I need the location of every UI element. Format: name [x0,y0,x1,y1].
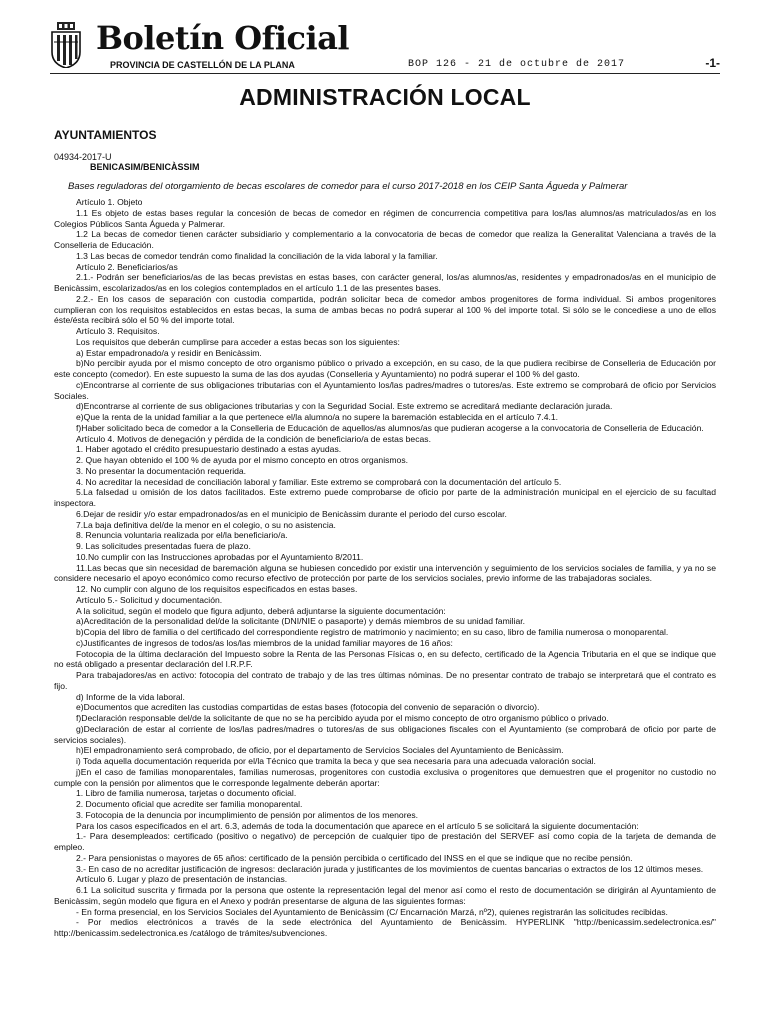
body-paragraph: d) Informe de la vida laboral. [76,691,185,702]
body-paragraph: 1.3 Las becas de comedor tendrán como finalidad la conciliación de la vida laboral y la familiar. [76,250,438,261]
body-paragraph: c)Encontrarse al corriente de sus obligaciones tributarias con el Ayuntamiento los/las padres/madres o tutores/as. Este extremo se comprobará de oficio por Servicios Sociales. [54,379,716,401]
body-paragraph: 4. No acreditar la necesidad de conciliación laboral y familiar. Este extremo se comprobará con la documentación del artículo 5. [76,476,562,487]
body-paragraph: 2. Documento oficial que acredite ser familia monoparental. [76,799,303,809]
body-paragraph: b)No percibir ayuda por el mismo concepto de otro organismo público o privado a excepción, en su caso, de la que pudiera recibirse de Conselleria de Educación por este concepto (comedor). En este supuesto la suma de las dos ayudas (Conselleria y Ayuntamiento) no podrá superar el 100 % del gasto. [54,358,716,379]
body-paragraph: g)Declaración de estar al corriente de los/las padres/madres o tutores/as de sus obligaciones fiscales con el Ayuntamiento (se comprobará de oficio por parte de servicios sociales). [54,723,716,745]
body-paragraph: 10.No cumplir con las Instrucciones aprobadas por el Ayuntamiento 8/2011. [76,551,364,562]
province-label: PROVINCIA DE CASTELLÓN DE LA PLANA [110,60,295,70]
body-paragraph: A la solicitud, según el modelo que figura adjunto, deberá adjuntarse la siguiente documentación: [76,605,446,616]
document-body [54,197,716,939]
body-paragraph: i) Toda aquella documentación requerida por el/la Técnico que tramita la beca y que sea necesaria para una adecuada valoración social. [76,756,596,766]
body-paragraph: Artículo 6. Lugar y plazo de presentación de instancias. [76,874,288,885]
body-paragraph: 11.Las becas que sin necesidad de baremación alguna se hubiesen concedido por existir una intervención y seguimiento de los servicios sociales de familia, y ya no se considere necesario el apoyo económico como recurso efectivo de protección por parte de los servicios sociales, previo informe de las trabajadoras sociales. [54,562,716,584]
body-paragraph: 1.2 La becas de comedor tienen carácter subsidiario y complementario a la convocatoria de becas de comedor que realiza la Generalitat Valenciana a través de la Conselleria de Educación. [54,229,716,250]
body-paragraph: Para los casos especificados en el art. 6.3, además de toda la documentación que aparece en el artículo 5 se solicitará la siguiente documentación: [76,820,639,831]
body-paragraph: 2.- Para pensionistas o mayores de 65 años: certificado de la pensión percibida o certificado del INSS en el que se indique que no recibe pensión. [76,852,633,863]
body-paragraph: 1.1 Es objeto de estas bases regular la concesión de becas de comedor en régimen de concurrencia competitiva para los/las alumnos/as matriculados/as en los Colegios Públicos Santa Águeda y Palmerar. [54,207,716,229]
body-paragraph: 8. Renuncia voluntaria realizada por el/la beneficiario/a. [76,530,288,541]
body-paragraph: 1. Haber agotado el crédito presupuestario destinado a estas ayudas. [76,444,342,455]
body-paragraph: 2.1.- Podrán ser beneficiarios/as de las becas previstas en estas bases, con carácter general, los/as alumnos/as, residentes y empadronados/as en el municipio de Benicàssim, escolarizados/as en los colegios contemplados en el artículo 1.1 de las presentes bases. [54,272,716,293]
body-paragraph: 1. Libro de familia numerosa, tarjetas o documento oficial. [76,788,297,799]
body-paragraph: Los requisitos que deberán cumplirse para acceder a estas becas son los siguientes: [76,336,400,347]
body-paragraph: 3. Fotocopia de la denuncia por incumplimiento de pensión por alimentos de los menores. [76,809,419,820]
body-paragraph: Artículo 3. Requisitos. [76,326,160,336]
header-divider [50,73,720,74]
page-number: -1- [705,56,720,70]
body-paragraph: - Por medios electrónicos a través de la sede electrónica del Ayuntamiento de Benicàssim. HYPERLINK "http://benicassim.sedelectronica.es/" http://benicassim.sedelectronica.es /catálogo de trámites/subvenciones. [54,917,716,938]
body-paragraph: 3.- En caso de no acreditar justificación de ingresos: declaración jurada y justificantes de los movimientos de cuentas bancarias o extractos de los 12 últimos meses. [76,863,704,874]
body-paragraph: Artículo 4. Motivos de denegación y pérdida de la condición de beneficiario/a de estas becas. [76,433,431,444]
body-paragraph: 6.Dejar de residir y/o estar empadronados/as en el municipio de Benicàssim durante el periodo del curso escolar. [76,508,507,519]
body-paragraph: Fotocopia de la última declaración del Impuesto sobre la Renta de las Personas Físicas o, en su defecto, certificado de la Agencia Tributaria en el que se indique que no está obligado a presentar declaración del I.R.P.F. [54,648,716,670]
body-paragraph: 3. No presentar la documentación requerida. [76,465,247,476]
body-paragraph: 1.- Para desempleados: certificado (positivo o negativo) de percepción de cualquier tipo de prestación del SERVEF así como copia de la tarjeta de demanda de empleo. [54,831,716,852]
bulletin-header [50,18,720,78]
body-paragraph: 6.1 La solicitud suscrita y firmada por la persona que ostente la representación legal del menor así como el resto de documentación se dirigirán al Ayuntamiento de Benicàssim, según modelo que figura en el Anexo y podrán presentarse de alguna de las siguientes formas: [54,885,716,906]
body-paragraph: 12. No cumplir con alguno de los requisitos especificados en estas bases. [76,584,358,594]
body-paragraph: 7.La baja definitiva del/de la menor en el colegio, o su no asistencia. [76,519,336,530]
body-paragraph: e)Documentos que acrediten las custodias compartidas de estas bases (fotocopia del convenio de separación o divorcio). [76,702,540,713]
body-paragraph: - En forma presencial, en los Servicios Sociales del Ayuntamiento de Benicàssim (C/ Encarnación Marzá, nº2), quienes registrarán las solicitudes recibidas. [76,906,668,917]
body-paragraph: Artículo 5.- Solicitud y documentación. [76,594,223,605]
body-paragraph: d)Encontrarse al corriente de sus obligaciones tributarias y con la Seguridad Social. Este extremo se acreditará mediante declaración jurada. [76,401,613,412]
document-title: Bases reguladoras del otorgamiento de becas escolares de comedor para el curso 2017-2018 en los CEIP Santa Águeda y Palmerar [68,181,628,192]
announcement-reference: 04934-2017-U [54,152,112,162]
body-paragraph: 2. Que hayan obtenido el 100 % de ayuda por el mismo concepto en otros organismos. [76,455,409,465]
body-paragraph: Artículo 1. Objeto [76,197,143,207]
section-title: ADMINISTRACIÓN LOCAL [239,84,531,110]
body-paragraph: e)Que la renta de la unidad familiar a la que pertenece el/la alumno/a no supere la baremación establecida en el artículo 7.4.1. [76,412,559,422]
body-paragraph: Para trabajadores/as en activo: fotocopia del contrato de trabajo y de las tres últimas nóminas. De no presentar contrato de trabajo se interpretará que el contrato es fijo. [54,670,716,691]
body-paragraph: b)Copia del libro de familia o del certificado del correspondiente registro de matrimonio y nacimiento; en su caso, libro de familia numerosa o monoparental. [76,627,669,637]
body-paragraph: c)Justificantes de ingresos de todos/as los/las miembros de la unidad familiar mayores de 16 años: [76,637,453,648]
bulletin-title: Boletín Oficial [96,19,350,57]
body-paragraph: f)Declaración responsable del/de la solicitante de que no se ha percibido ayuda por el mismo concepto de otro organismo público o privado. [76,713,609,723]
body-paragraph: h)El empadronamiento será comprobado, de oficio, por el departamento de Servicios Sociales del Ayuntamiento de Benicàssim. [76,745,564,756]
coat-of-arms-icon [50,22,82,68]
body-paragraph: a) Estar empadronado/a y residir en Benicàssim. [76,347,262,358]
body-paragraph: 9. Las solicitudes presentadas fuera de plazo. [76,541,251,551]
municipality-name: BENICASIM/BENICÀSSIM [90,162,200,172]
subsection-title: AYUNTAMIENTOS [54,128,157,142]
body-paragraph: 2.2.- En los casos de separación con custodia compartida, podrán solicitar beca de comedor ambos progenitores de forma individual. Si ambos progenitores cumplieran con los requisitos establecidos en estas becas, la suma de ambas becas no podrá superar al 100 % del importe total. Si sólo se le concediese a uno de ellos éste/ésta recibirá sólo el 50 % del importe total. [54,293,716,326]
body-paragraph: f)Haber solicitado beca de comedor a la Conselleria de Educación de aquellos/as alumnos/as que pudieran acogerse a la convocatoria de Conselleria de Educación. [76,422,704,433]
body-paragraph: Artículo 2. Beneficiarios/as [76,261,178,272]
body-paragraph: a)Acreditación de la personalidad del/de la solicitante (DNI/NIE o pasaporte) y demás miembros de su unidad familiar. [76,616,526,627]
body-paragraph: j)En el caso de familias monoparentales, familias numerosas, progenitores con custodia exclusiva o progenitores que demuestren que el progenitor no custodio no cumple con la pensión por alimentos que le corresponde legalmente deberán aportar: [54,766,716,788]
body-paragraph: 5.La falsedad u omisión de los datos facilitados. Este extremo puede comprobarse de oficio por parte de la administración municipal en el ejercicio de su facultad inspectora. [54,487,716,508]
issue-reference: BOP 126 - 21 de octubre de 2017 [408,59,626,70]
